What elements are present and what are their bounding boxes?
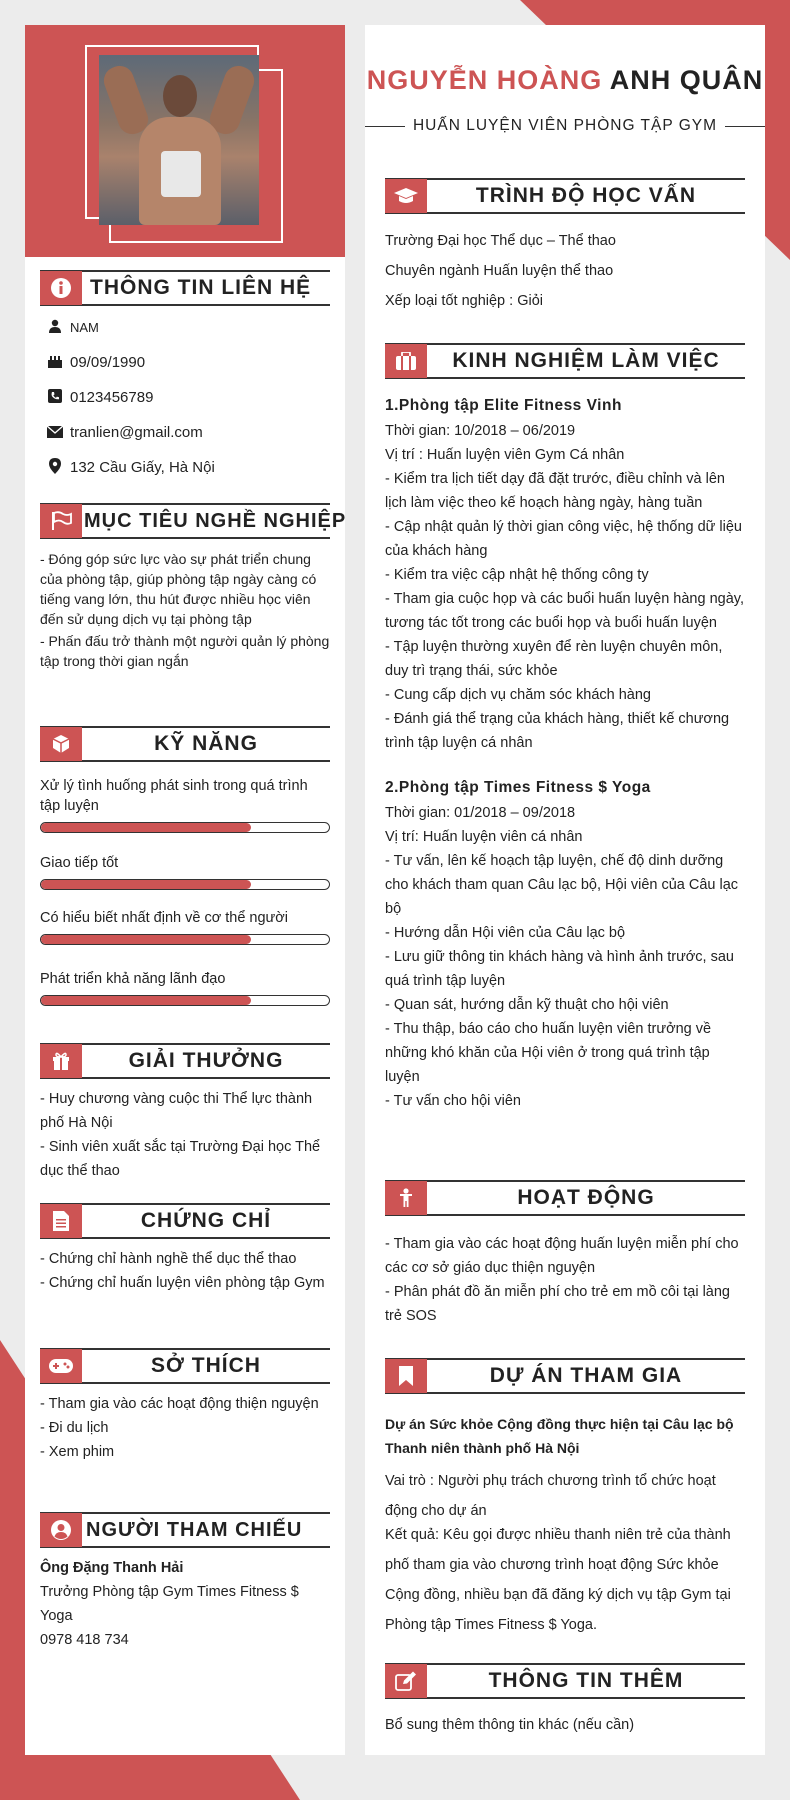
skill-item: Phát triển khả năng lãnh đạo [40,969,330,1006]
job-role: HUẤN LUYỆN VIÊN PHÒNG TẬP GYM [365,117,765,135]
contact-list [40,310,330,485]
section-title: DỰ ÁN THAM GIA [489,1364,683,1387]
gift-icon [40,1044,82,1078]
right-column [365,25,765,1755]
hobbies-text: - Tham gia vào các hoạt động thiện nguyện - Đi du lịch - Xem phim [40,1396,319,1460]
section-title: HOẠT ĐỘNG [517,1186,655,1209]
section-title: GIẢI THƯỞNG [128,1049,284,1072]
left-column [25,25,345,1755]
activities-text: - Tham gia vào các hoạt động huấn luyện miễn phí cho các cơ sở giáo dục thiện nguyện - Phân phát đồ ăn miễn phí cho trẻ em mồ côi tại làng trẻ SOS [385,1236,739,1324]
skills-list [40,776,330,1006]
flag-icon [40,504,82,538]
career-goal-section [40,503,347,671]
child-icon [385,1181,427,1215]
skill-item: Giao tiếp tốt [40,853,330,890]
bookmark-icon [385,1359,427,1393]
section-header [385,1663,745,1699]
gamepad-icon [40,1349,82,1383]
section-header [40,1043,330,1079]
full-name: NGUYỄN HOÀNG ANH QUÂN [366,65,764,95]
contact-phone: 0123456789 [40,380,330,415]
phone-icon [40,389,70,406]
section-title: KINH NGHIỆM LÀM VIỆC [452,349,720,372]
section-header [40,270,330,306]
section-header [385,343,745,379]
experience-section [385,343,745,1113]
section-header [40,1512,330,1548]
section-header [385,1180,745,1216]
awards-section [40,1043,330,1183]
section-header [385,1358,745,1394]
contact-gender: NAM [40,310,330,345]
job-entry: 2.Phòng tập Times Fitness $ Yoga Thời gian: 01/2018 – 09/2018 Vị trí: Huấn luyện viên cá nhân - Tư vấn, lên kế hoạch tập luyện, chế độ dinh dưỡng cho khách tham quan Câu lạc bộ, Hội viên của Câu lạc bộ - Hướng dẫn Hội viên của Câu lạc bộ - Lưu giữ thông tin khách hàng và hình ảnh trước, sau quá trình tập luyện - Quan sát, hướng dẫn kỹ thuật cho hội viên - Thu thập, báo cáo cho huấn luyện viên trưởng về những khó khăn của Hội viên ở trong quá trình tập luyện - Tư vấn cho hội viên [385,779,739,1109]
extra-info-section [385,1663,745,1737]
document-icon [40,1204,82,1238]
section-title: CHỨNG CHỈ [140,1209,272,1232]
contact-birthday: 09/09/1990 [40,345,330,380]
contact-section [40,270,330,485]
skill-item: Có hiểu biết nhất định về cơ thể người [40,908,330,945]
skill-bar [40,995,330,1006]
section-title: NGƯỜI THAM CHIẾU [86,1518,303,1541]
skill-bar [40,879,330,890]
briefcase-icon [385,344,427,378]
projects-text: Dự án Sức khỏe Cộng đồng thực hiện tại Câu lạc bộ Thanh niên thành phố Hà Nội Vai trò : Người phụ trách chương trình tổ chức hoạt động cho dự án Kết quả: Kêu gọi được nhiều thanh niên trẻ của thành phố tham gia vào chương trình hoạt động Sức khỏe Cộng đồng, nhiều bạn đã đăng ký dịch vụ tập Gym tại Phòng tập Times Fitness $ Yoga. [385,1416,734,1633]
skill-item: Xử lý tình huống phát sinh trong quá trình tập luyện [40,776,330,833]
graduation-cap-icon [385,179,427,213]
activities-section [385,1180,745,1328]
section-title: THÔNG TIN THÊM [488,1669,684,1692]
profile-photo [99,55,259,225]
certificates-section [40,1203,330,1295]
section-title: SỞ THÍCH [151,1354,261,1377]
section-title: THÔNG TIN LIÊN HỆ [90,276,312,299]
reference-section [40,1512,330,1652]
skill-bar [40,822,330,833]
user-circle-icon [40,1513,82,1547]
skill-bar [40,934,330,945]
education-section [385,178,745,316]
map-pin-icon [40,458,70,477]
section-header [40,1348,330,1384]
contact-address: 132 Cầu Giấy, Hà Nội [40,450,330,485]
envelope-icon [40,425,70,441]
contact-email[interactable]: tranlien@gmail.com [40,415,330,450]
info-icon [40,271,82,305]
section-header [40,503,347,539]
section-title: KỸ NĂNG [154,732,258,755]
section-header [40,1203,330,1239]
reference-text: Ông Đặng Thanh Hải Trưởng Phòng tập Gym Times Fitness $ Yoga 0978 418 734 [40,1560,299,1648]
photo-area [25,25,345,257]
cube-icon [40,727,82,761]
extra-text: Bổ sung thêm thông tin khác (nếu cần) [385,1717,635,1733]
hobbies-section [40,1348,330,1464]
user-icon [40,319,70,336]
section-header [385,178,745,214]
projects-section [385,1358,745,1640]
skills-section [40,726,330,1006]
section-title: MỤC TIÊU NGHỀ NGHIỆP [84,509,347,532]
edit-icon [385,1664,427,1698]
section-header [40,726,330,762]
cake-icon [40,354,70,371]
section-title: TRÌNH ĐỘ HỌC VẤN [475,184,697,207]
certs-text: - Chứng chỉ hành nghề thể dục thể thao - Chứng chỉ huấn luyện viên phòng tập Gym [40,1251,325,1291]
education-text: Trường Đại học Thể dục – Thể thao Chuyên ngành Huấn luyện thể thao Xếp loại tốt nghiệp : Giỏi [385,233,616,309]
awards-text: - Huy chương vàng cuộc thi Thể lực thành phố Hà Nội - Sinh viên xuất sắc tại Trường Đại học Thể dục thể thao [40,1091,321,1179]
goal-text: - Đóng góp sức lực vào sự phát triển chung của phòng tập, giúp phòng tập ngày càng có tiếng vang lớn, thu hút được nhiều học viên đến sử dụng dịch vụ tại phòng tập - Phấn đấu trở thành một người quản lý phòng tập trong thời gian ngắn [40,551,330,669]
job-entry: 1.Phòng tập Elite Fitness Vinh Thời gian: 10/2018 – 06/2019 Vị trí : Huấn luyện viên Gym Cá nhân - Kiểm tra lịch tiết dạy đã đặt trước, điều chỉnh và lên lịch làm việc theo kế hoạch hàng ngày, hàng tuần - Cập nhật quản lý thời gian công việc, hệ thống dữ liệu của khách hàng - Kiểm tra việc cập nhật hệ thống công ty - Tham gia cuộc họp và các buổi huấn luyện hàng ngày, tương tác tốt trong các buổi họp và buổi huấn luyện - Tập luyện thường xuyên để rèn luyện chuyên môn, duy trì trạng thái, sức khỏe - Cung cấp dịch vụ chăm sóc khách hàng - Đánh giá thể trạng của khách hàng, thiết kế chương trình tập luyện cá nhân [385,397,744,751]
